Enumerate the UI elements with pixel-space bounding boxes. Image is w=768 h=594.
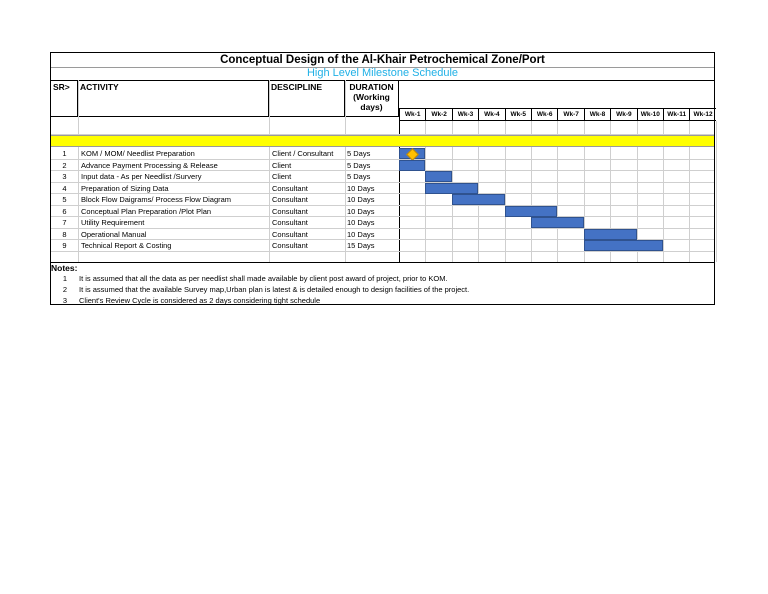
gantt-bar (505, 206, 558, 217)
week-header: Wk-3 (452, 108, 478, 121)
gantt-bar (584, 240, 663, 251)
note-items (51, 273, 714, 306)
gantt-bar (425, 171, 451, 182)
note-number: 2 (62, 285, 68, 294)
header-discipline (269, 80, 345, 117)
note-row (51, 284, 714, 295)
activity-name: Input data - As per Needlist /Survery (81, 172, 202, 181)
gantt-bar (531, 217, 584, 228)
activity-name: Utility Requirement (81, 218, 145, 227)
activity-name: Conceptual Plan Preparation /Plot Plan (81, 206, 212, 216)
highlight-row (51, 135, 714, 147)
week-header: Wk-4 (478, 108, 504, 121)
week-header: Wk-1 (399, 108, 425, 121)
activity-duration: 10 Days (347, 229, 375, 239)
week-header: Wk-8 (584, 108, 610, 121)
week-header: Wk-2 (425, 108, 451, 121)
activity-name: Advance Payment Processing & Release (81, 160, 218, 170)
gantt-bar (425, 183, 478, 194)
week-header: Wk-12 (689, 108, 715, 121)
activity-sr: 5 (62, 195, 67, 204)
activity-discipline: Consultant (272, 206, 308, 216)
header-duration-line2: (Working (353, 92, 390, 102)
activity-row (51, 217, 714, 229)
activity-row (51, 160, 714, 172)
activity-sr: 9 (62, 241, 67, 250)
header-duration-line1: DURATION (349, 82, 394, 92)
activity-sr: 2 (62, 160, 67, 170)
header-duration-line3: days) (360, 102, 383, 112)
activity-row (51, 148, 714, 160)
activity-row (51, 171, 714, 183)
activity-discipline: Client (272, 172, 292, 181)
activity-discipline: Consultant (272, 229, 308, 239)
activity-discipline: Consultant (272, 195, 308, 204)
note-text: Client's Review Cycle is considered as 2 days considering tight schedule (79, 296, 321, 305)
activity-name: Operational Manual (81, 229, 147, 239)
activity-name: Technical Report & Costing (81, 241, 172, 250)
activity-duration: 10 Days (347, 195, 375, 204)
activity-duration: 5 Days (347, 172, 371, 181)
gantt-bar (399, 160, 425, 171)
activity-discipline: Client (272, 160, 292, 170)
gantt-bar (452, 194, 505, 205)
week-header: Wk-7 (557, 108, 583, 121)
activity-row (51, 194, 714, 206)
activity-sr: 8 (62, 229, 67, 239)
header-activity (78, 80, 269, 117)
sheet-title: Conceptual Design of the Al-Khair Petrochemical Zone/Port (51, 53, 714, 68)
note-text: It is assumed that all the data as per needlist shall made available by client post award of project, prior to KOM. (79, 274, 448, 283)
schedule-sheet (50, 52, 715, 305)
note-row (51, 273, 714, 284)
note-row (51, 295, 714, 306)
activity-discipline: Consultant (272, 183, 308, 193)
activity-duration: 5 Days (347, 149, 371, 158)
activity-discipline: Client / Consultant (272, 149, 334, 158)
notes-section (51, 262, 714, 306)
blank-row (51, 123, 714, 135)
week-header: Wk-11 (663, 108, 689, 121)
activity-discipline: Consultant (272, 241, 308, 250)
week-header: Wk-9 (610, 108, 636, 121)
gantt-bar (584, 229, 637, 240)
activity-name: Block Flow Daigrams/ Process Flow Diagram (81, 195, 232, 204)
activity-discipline: Consultant (272, 218, 308, 227)
header-discipline-label: DESCIPLINE (271, 82, 323, 92)
activity-sr: 4 (62, 183, 67, 193)
note-text: It is assumed that the available Survey map,Urban plan is latest & is detailed enough to design facilities of the project. (79, 285, 470, 294)
week-header: Wk-10 (637, 108, 663, 121)
activity-sr: 3 (62, 172, 67, 181)
activity-row (51, 206, 714, 218)
activity-name: KOM / MOM/ Needlist Preparation (81, 149, 195, 158)
activity-name: Preparation of Sizing Data (81, 183, 169, 193)
activity-duration: 15 Days (347, 241, 375, 250)
activity-sr: 6 (62, 206, 67, 216)
week-divider (716, 121, 717, 262)
sheet-subtitle: High Level Milestone Schedule (51, 67, 714, 81)
activity-duration: 10 Days (347, 218, 375, 227)
week-header: Wk-5 (505, 108, 531, 121)
note-number: 3 (62, 296, 68, 305)
week-header: Wk-6 (531, 108, 557, 121)
header-duration (345, 80, 399, 117)
notes-title: Notes: (51, 263, 78, 273)
header-sr-label: SR> (53, 82, 70, 92)
activity-duration: 10 Days (347, 206, 375, 216)
activity-duration: 5 Days (347, 160, 371, 170)
activity-sr: 1 (62, 149, 67, 158)
note-number: 1 (62, 274, 68, 283)
header-sr (51, 80, 78, 117)
header-activity-label: ACTIVITY (80, 82, 119, 92)
activity-sr: 7 (62, 218, 67, 227)
activity-row (51, 183, 714, 195)
activity-duration: 10 Days (347, 183, 375, 193)
